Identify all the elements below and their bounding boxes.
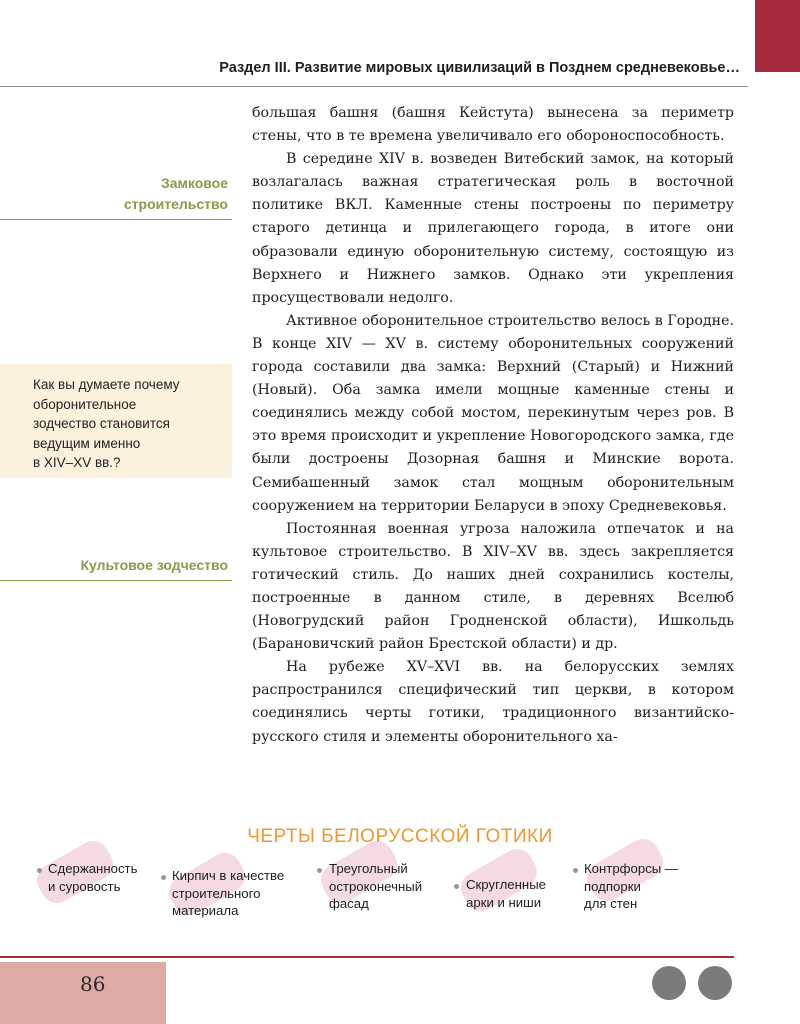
corner-tab xyxy=(755,0,800,72)
question-line: зодчество становится xyxy=(33,416,170,432)
feature-line: Скругленные xyxy=(466,877,547,892)
gothic-feature xyxy=(172,867,284,920)
footer-rule xyxy=(0,956,734,958)
bullet-icon xyxy=(573,868,578,873)
feature-line: и суровость xyxy=(48,878,121,894)
feature-line: Треугольный xyxy=(329,861,408,876)
sidenote-castle-line-2: строительство xyxy=(123,196,228,212)
question-text xyxy=(33,375,229,473)
question-line: ведущим именно xyxy=(33,435,141,451)
gothic-feature xyxy=(584,860,678,913)
feature-line: материала xyxy=(172,903,239,918)
sidenote-cult-architecture: Культовое зодчество xyxy=(80,557,228,573)
sidenote-castle-rule xyxy=(0,219,232,220)
paragraph: В середине XIV в. возведен Витебский замок, на который возлагалась важная стратегическая роль в восточной политике ВКЛ. Каменные стены построены по периметру старого детинца и прилегающего города, в итоге они образовали единую оборонительную систему, состоящую из Верхнего и Нижнего замков. Однако эти укрепления просуществовали недолго. xyxy=(252,151,734,306)
nav-dot-icon xyxy=(652,966,686,1000)
gothic-feature xyxy=(329,860,422,913)
gothic-features-title: ЧЕРТЫ БЕЛОРУССКОЙ ГОТИКИ xyxy=(247,826,553,847)
paragraph: большая башня (башня Кейстута) вынесена за периметр стены, что в те времена увеличивало его обороноспособность. xyxy=(252,105,734,145)
bullet-icon xyxy=(161,875,166,880)
bullet-icon xyxy=(454,884,459,889)
body-text xyxy=(252,102,734,749)
bullet-icon xyxy=(317,868,322,873)
paragraph: Постоянная военная угроза наложила отпечаток и на культовое строительство. В XIV–XV вв. здесь закрепляется готический стиль. До наших дней сохранились костелы, построенные в данном стиле, в деревнях Вселюб (Новогрудский район Гродненской области), Ишкольдь (Барановичский район Брестской области) и др. xyxy=(252,520,734,653)
feature-line: арки и ниши xyxy=(466,894,542,910)
feature-line: фасад xyxy=(329,896,369,911)
gothic-feature xyxy=(48,860,137,895)
header-rule xyxy=(0,86,748,87)
feature-line: остроконечный xyxy=(329,878,423,894)
feature-line: для стен xyxy=(584,896,638,911)
feature-line: подпорки xyxy=(584,878,641,894)
feature-line: строительного xyxy=(172,885,261,901)
feature-line: Кирпич в качестве xyxy=(172,868,285,883)
bullet-icon xyxy=(37,868,42,873)
sidenote-castle-line-1: Замковое xyxy=(160,175,228,191)
nav-dot-icon xyxy=(698,966,732,1000)
question-line: Как вы думаете почему xyxy=(33,377,180,392)
sidenote-cult-rule xyxy=(0,580,232,581)
page-number: 86 xyxy=(80,972,106,996)
section-header: Раздел III. Развитие мировых цивилизаций в Позднем средневековье… xyxy=(219,60,740,76)
feature-line: Контрфорсы — xyxy=(584,861,679,876)
gothic-feature xyxy=(466,876,546,911)
paragraph: На рубеже XV–XVI вв. на белорусских землях распространился специфический тип церкви, в котором соединялись черты готики, традиционного византийско-русского стиля и элементы оборонительного ха- xyxy=(252,659,734,745)
question-line: в XIV–XV вв.? xyxy=(33,455,121,471)
question-line: оборонительное xyxy=(33,396,137,412)
feature-line: Сдержанность xyxy=(48,861,138,876)
paragraph: Активное оборонительное строительство велось в Городне. В конце XIV — XV в. систему оборонительных сооружений города составили два замка: Верхний (Старый) и Нижний (Новый). Оба замка имели мощные каменные стены и соединялись между собой мостом, перекинутым через ров. В это время происходит и укрепление Новогородского замка, где были достроены Дозорная башня и Минские ворота. Семибашенный замок стал мощным оборонительным сооружением на территории Беларуси в эпоху Средневековья. xyxy=(252,312,734,514)
